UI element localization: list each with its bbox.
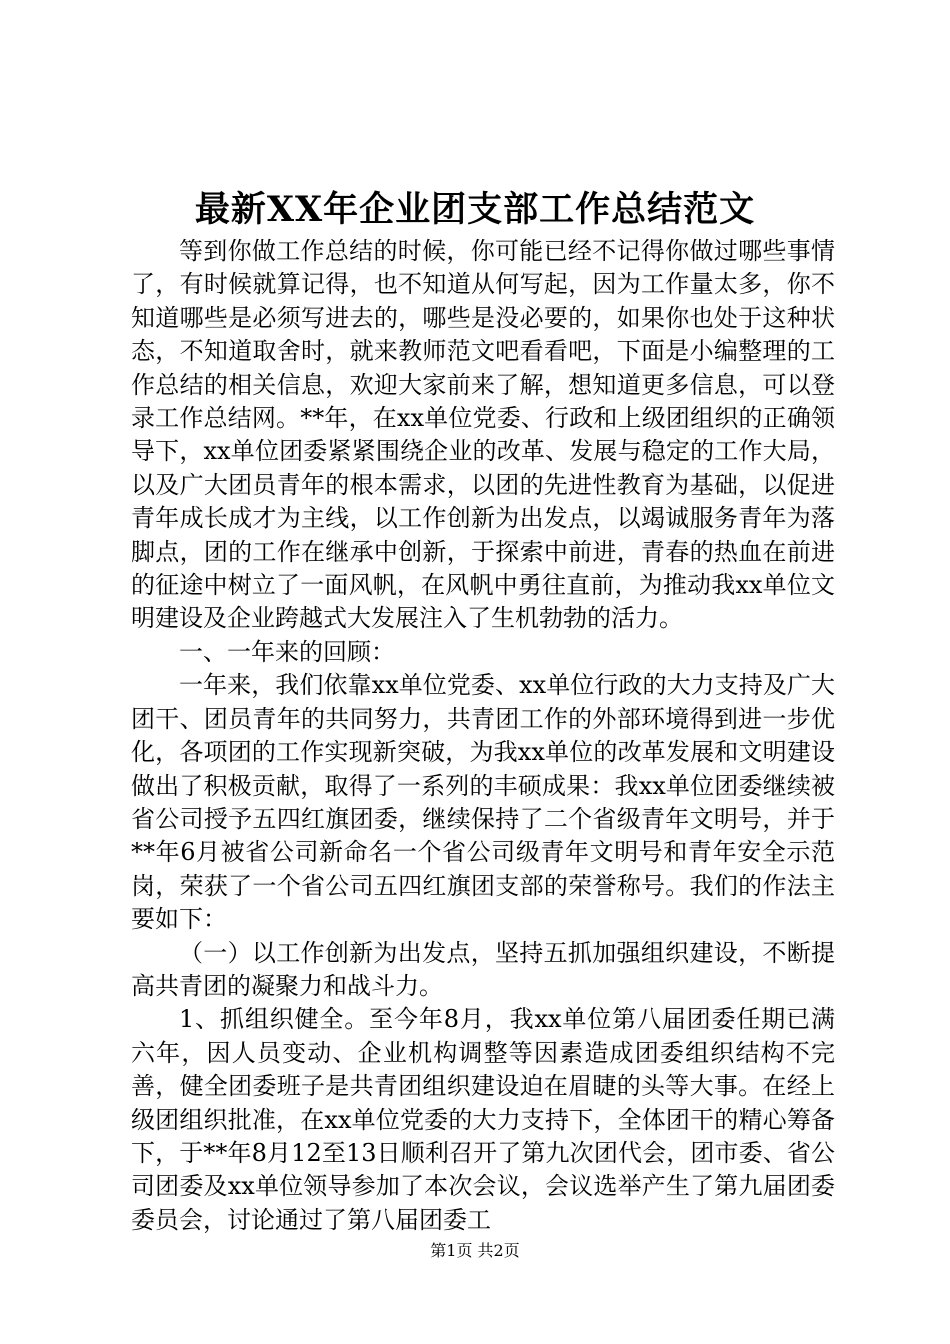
paragraph-intro: 等到你做工作总结的时候，你可能已经不记得你做过哪些事情了，有时候就算记得，也不知道从何写起，因为工作量太多，你不知道哪些是必须写进去的，哪些是没必要的，如果你也处于这种状态，不知道取舍时，就来教师范文吧看看吧，下面是小编整理的工作总结的相关信息，欢迎大家前来了解，想知道更多信息，可以登录工作总结网。**年，在xx单位党委、行政和上级团组织的正确领导下，xx单位团委紧紧围绕企业的改革、发展与稳定的工作大局，以及广大团员青年的根本需求，以团的先进性教育为基础，以促进青年成长成才为主线，以工作创新为出发点，以竭诚服务青年为落脚点，团的工作在继承中创新，于探索中前进，青春的热血在前进的征途中树立了一面风帆，在风帆中勇往直前，为推动我xx单位文明建设及企业跨越式大发展注入了生机勃勃的活力。 (131, 237, 835, 633)
page-footer: 第1页 共2页 (430, 1241, 520, 1260)
subsection-heading-1: （一）以工作创新为出发点，坚持五抓加强组织建设，不断提高共青团的凝聚力和战斗力。 (131, 938, 835, 1000)
document-body (131, 235, 835, 1237)
document-title: 最新XX年企业团支部工作总结范文 (194, 189, 756, 230)
paragraph-achievements: 一年来，我们依靠xx单位党委、xx单位行政的大力支持及广大团干、团员青年的共同努力，共青团工作的外部环境得到进一步优化，各项团的工作实现新突破，为我xx单位的改革发展和文明建设做出了积极贡献，取得了一系列的丰硕成果：我xx单位团委继续被省公司授予五四红旗团委，继续保持了二个省级青年文明号，并于**年6月被省公司新命名一个省公司级青年文明号和青年安全示范岗，荣获了一个省公司五四红旗团支部的荣誉称号。我们的作法主要如下： (131, 671, 835, 934)
paragraph-organization: 1、抓组织健全。至今年8月，我xx单位第八届团委任期已满六年，因人员变动、企业机构调整等因素造成团委组织结构不完善，健全团委班子是共青团组织建设迫在眉睫的头等大事。在经上级团组织批准，在xx单位党委的大力支持下，全体团干的精心筹备下，于**年8月12至13日顺利召开了第九次团代会，团市委、省公司团委及xx单位领导参加了本次会议，会议选举产生了第九届团委委员会，讨论通过了第八届团委工 (131, 1005, 835, 1234)
section-heading-review: 一、一年来的回顾： (179, 637, 395, 666)
